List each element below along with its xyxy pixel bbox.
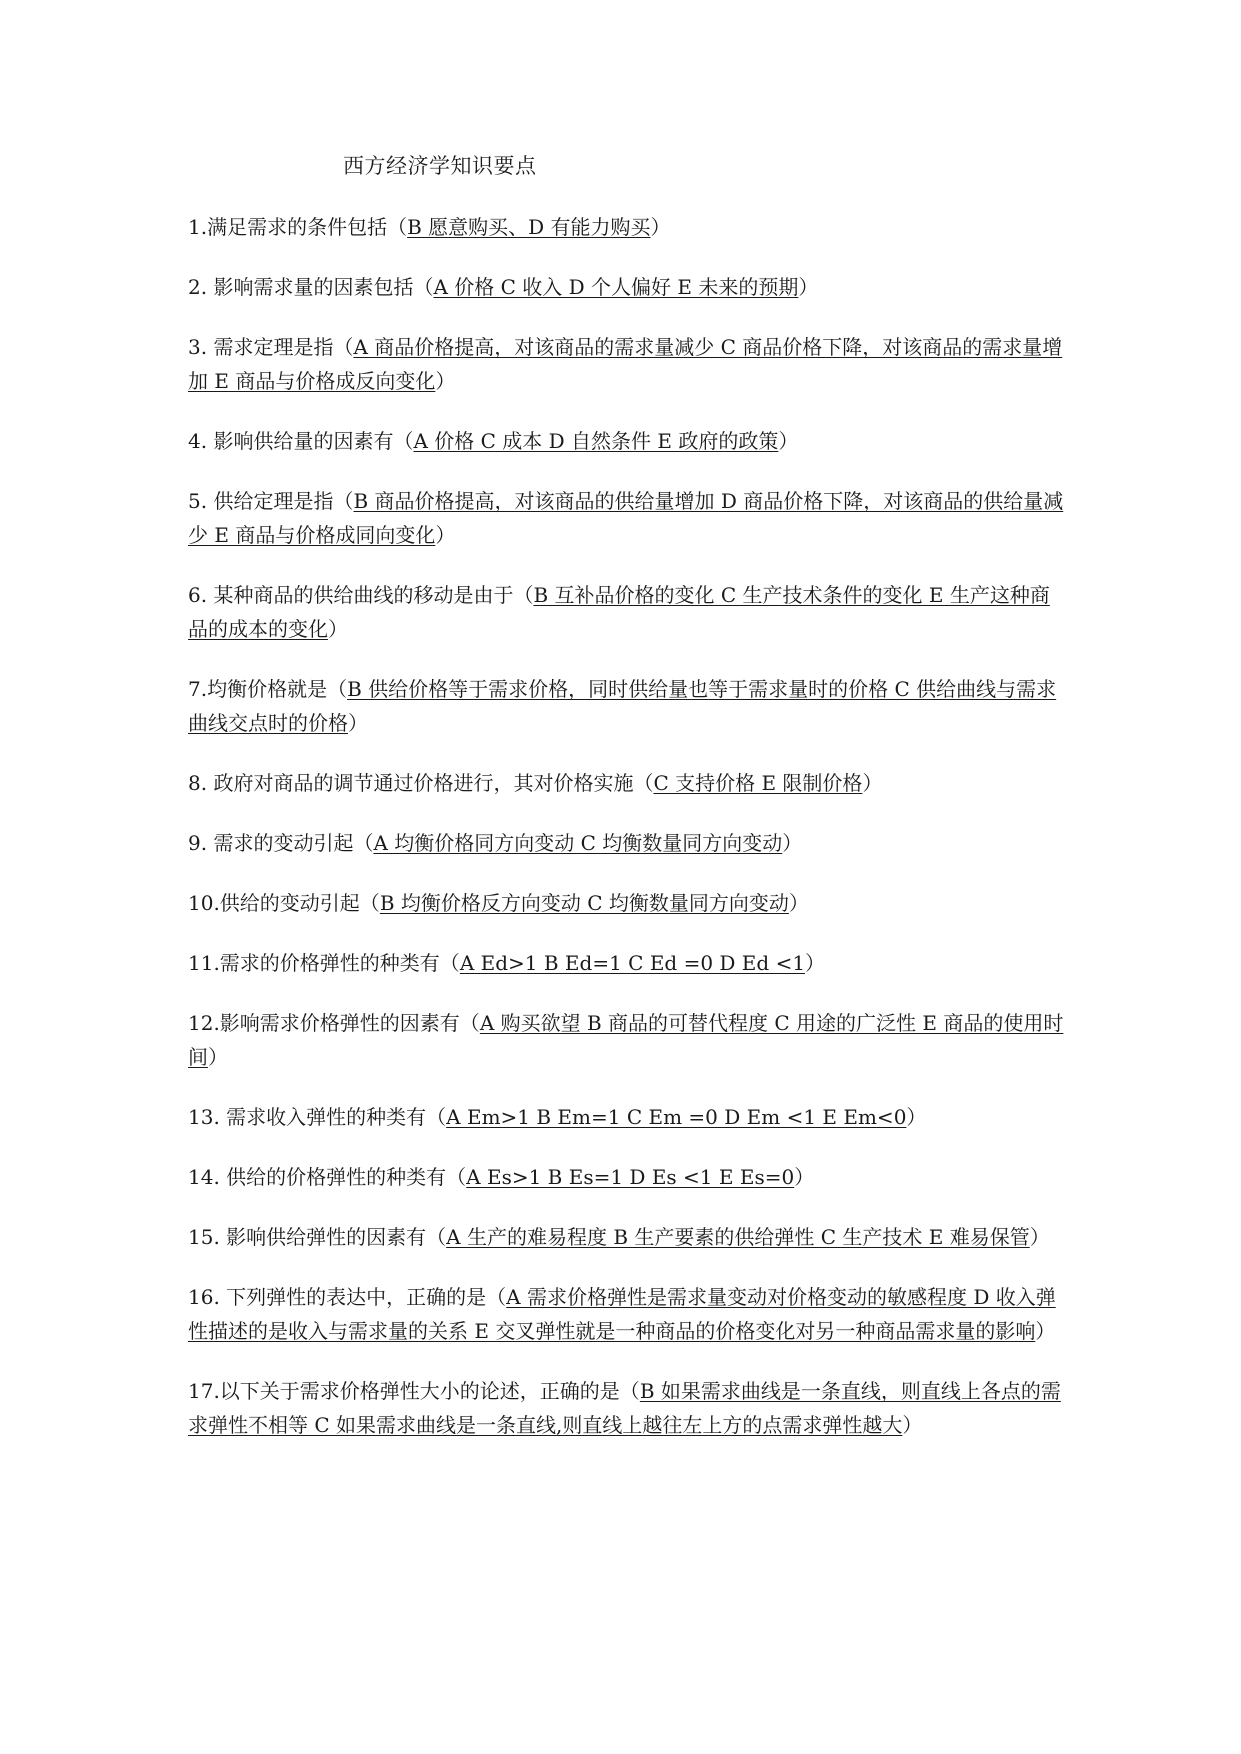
- question-text: 15. 影响供给弹性的因素有（: [188, 1225, 447, 1249]
- closing-paren: ）: [1029, 1225, 1050, 1249]
- answer-text: A 均衡价格同方向变动 C 均衡数量同方向变动: [373, 831, 783, 855]
- answer-text: B 商品价格提高，对该商品的供给量增加 D 商品价格下降，对该商品的供给量减少 E 商品与价格成同向变化: [188, 489, 1064, 547]
- question-item: [188, 766, 1068, 800]
- question-text: 2. 影响需求量的因素包括（: [188, 275, 434, 299]
- question-item: [188, 672, 1068, 740]
- question-text: 4. 影响供给量的因素有（: [188, 429, 414, 453]
- question-text: 9. 需求的变动引起（: [188, 831, 374, 855]
- question-text: 1.满足需求的条件包括（: [188, 215, 408, 239]
- question-item: [188, 946, 1068, 980]
- question-text: 12.影响需求价格弹性的因素有（: [188, 1011, 480, 1035]
- closing-paren: ）: [778, 429, 799, 453]
- closing-paren: ）: [862, 771, 883, 795]
- answer-text: B 互补品价格的变化 C 生产技术条件的变化 E 生产这种商品的成本的变化: [188, 583, 1050, 641]
- question-item: [188, 826, 1068, 860]
- closing-paren: ）: [902, 1413, 923, 1437]
- answer-text: A 价格 C 收入 D 个人偏好 E 未来的预期: [433, 275, 799, 299]
- document-title: 西方经济学知识要点: [343, 154, 537, 178]
- question-text: 3. 需求定理是指（: [188, 335, 354, 359]
- question-item: [188, 270, 1068, 304]
- closing-paren: ）: [798, 275, 819, 299]
- answer-text: A Em>1 B Em=1 C Em =0 D Em <1 E Em<0: [446, 1105, 907, 1129]
- question-item: [188, 210, 1068, 244]
- answer-text: A 购买欲望 B 商品的可替代程度 C 用途的广泛性 E 商品的使用时间: [188, 1011, 1064, 1069]
- answer-text: C 支持价格 E 限制价格: [653, 771, 863, 795]
- closing-paren: ）: [435, 523, 456, 547]
- question-item: [188, 1280, 1068, 1348]
- answer-text: A Ed>1 B Ed=1 C Ed =0 D Ed <1: [459, 951, 806, 975]
- question-text: 13. 需求收入弹性的种类有（: [188, 1105, 447, 1129]
- answer-text: B 如果需求曲线是一条直线，则直线上各点的需求弹性不相等 C 如果需求曲线是一条直线,则直线上越往左上方的点需求弹性越大: [188, 1379, 1061, 1437]
- answer-text: A Es>1 B Es=1 D Es <1 E Es=0: [466, 1165, 795, 1189]
- question-text: 5. 供给定理是指（: [188, 489, 354, 513]
- answer-text: A 商品价格提高，对该商品的需求量减少 C 商品价格下降，对该商品的需求量增加 E 商品与价格成反向变化: [188, 335, 1063, 393]
- question-item: [188, 1220, 1068, 1254]
- question-item: [188, 330, 1068, 398]
- closing-paren: ）: [805, 951, 826, 975]
- question-item: [188, 484, 1068, 552]
- answer-text: B 供给价格等于需求价格，同时供给量也等于需求量时的价格 C 供给曲线与需求曲线交点时的价格: [188, 677, 1057, 735]
- question-text: 6. 某种商品的供给曲线的移动是由于（: [188, 583, 534, 607]
- question-text: 16. 下列弹性的表达中，正确的是（: [188, 1285, 507, 1309]
- question-item: [188, 424, 1068, 458]
- question-item: [188, 886, 1068, 920]
- closing-paren: ）: [208, 1045, 228, 1069]
- question-text: 10.供给的变动引起（: [188, 891, 380, 915]
- question-text: 8. 政府对商品的调节通过价格进行，其对价格实施（: [188, 771, 654, 795]
- answer-text: A 价格 C 成本 D 自然条件 E 政府的政策: [413, 429, 779, 453]
- question-text: 17.以下关于需求价格弹性大小的论述，正确的是（: [188, 1379, 640, 1403]
- question-text: 14. 供给的价格弹性的种类有（: [188, 1165, 467, 1189]
- question-text: 7.均衡价格就是（: [188, 677, 348, 701]
- answer-text: B 愿意购买、D 有能力购买: [407, 215, 651, 239]
- question-list: [188, 210, 1068, 1468]
- closing-paren: ）: [435, 369, 456, 393]
- closing-paren: ）: [348, 711, 368, 735]
- closing-paren: ）: [1035, 1319, 1056, 1343]
- closing-paren: ）: [650, 215, 671, 239]
- question-item: [188, 1160, 1068, 1194]
- answer-text: B 均衡价格反方向变动 C 均衡数量同方向变动: [379, 891, 789, 915]
- question-item: [188, 1006, 1068, 1074]
- closing-paren: ）: [794, 1165, 815, 1189]
- closing-paren: ）: [906, 1105, 927, 1129]
- question-item: [188, 1374, 1068, 1442]
- closing-paren: ）: [782, 831, 803, 855]
- question-text: 11.需求的价格弹性的种类有（: [188, 951, 460, 975]
- question-item: [188, 1100, 1068, 1134]
- closing-paren: ）: [328, 617, 348, 641]
- answer-text: A 生产的难易程度 B 生产要素的供给弹性 C 生产技术 E 难易保管: [446, 1225, 1030, 1249]
- closing-paren: ）: [788, 891, 809, 915]
- question-item: [188, 578, 1068, 646]
- answer-text: A 需求价格弹性是需求量变动对价格变动的敏感程度 D 收入弹性描述的是收入与需求量的关系 E 交叉弹性就是一种商品的价格变化对另一种商品需求量的影响: [188, 1285, 1056, 1343]
